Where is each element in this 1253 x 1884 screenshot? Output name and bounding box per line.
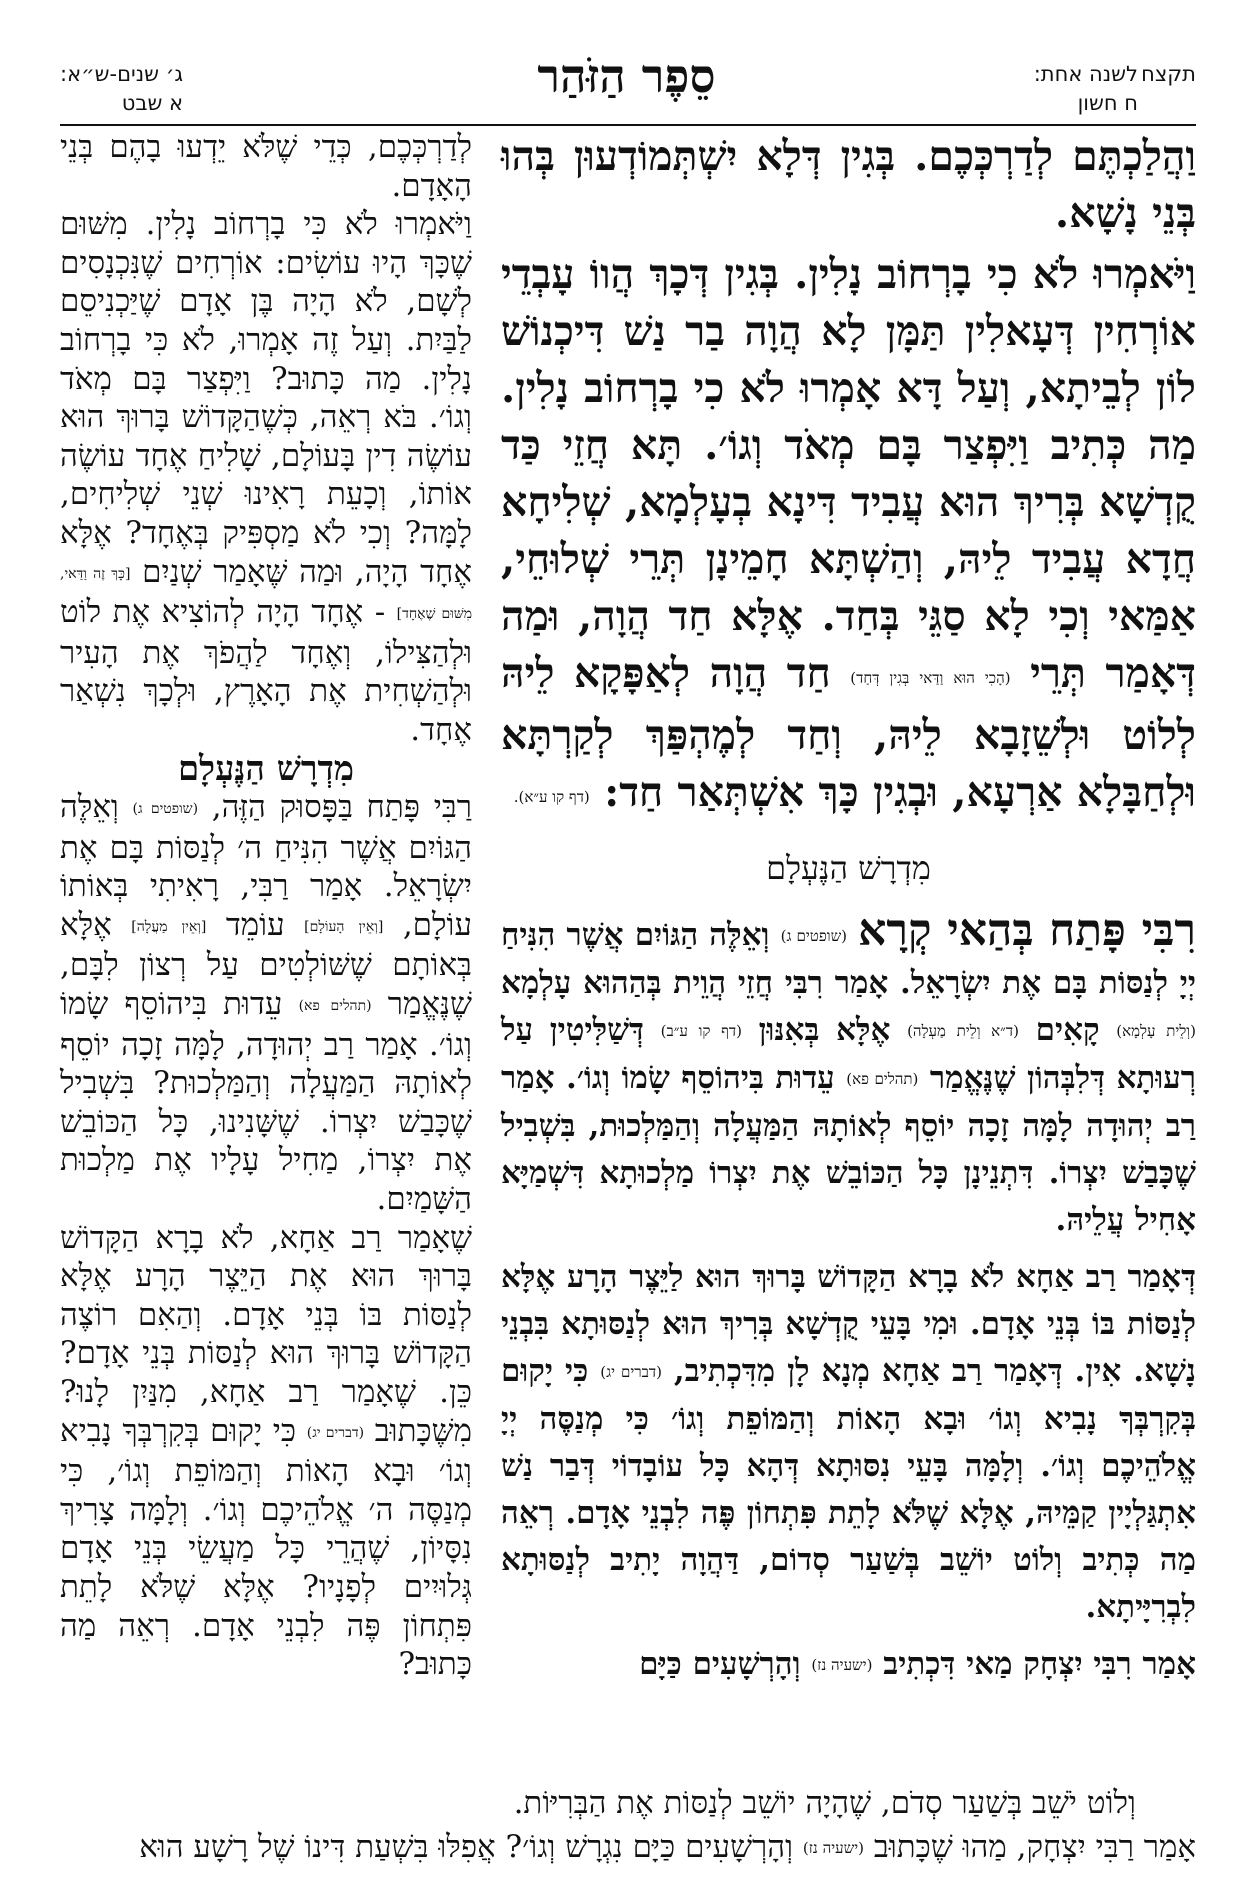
header-left-block bbox=[60, 60, 183, 118]
page-number: תקצח bbox=[1141, 62, 1196, 86]
side-s2-note: [כָּךְ זֶה וַדַּאי, מִשּׁוּם שֶׁאֶחָד] bbox=[60, 565, 472, 623]
main-m1-text-a: רִבִּי פָּתַח בְּהַאי קְרָא bbox=[858, 905, 1196, 956]
bottom-b2-text-b: וְהָרְשָׁעִים כַּיָּם נִגְרָשׁ וְגוֹ׳? אֲפִלּוּ בִּשְׁעַת דִּינוֹ שֶׁל רָשָׁע הוּא bbox=[139, 1829, 794, 1865]
main-column bbox=[501, 128, 1196, 1689]
side-s2-text-a: וַיֹּאמְרוּ לֹא כִּי בָרְחוֹב נָלִין. מִשּׁוּם שֶׁכָּךְ הָיוּ עוֹשִׂים: אוֹרְחִים שֶׁנִּכְנָסִים לְשָׁם, לֹא הָיָה בֶּן אָדָם שֶׁיַּכְנִיסֵם לַבַּיִת. וְעַל זֶה אָמְרוּ, לֹא כִּי בָרְחוֹב נָלִין. מַה כָּתוּב? וַיִּפְצַר בָּם מְאֹד וְגוֹ׳. בֹּא רְאֵה, כְּשֶׁהַקָּדוֹשׁ בָּרוּךְ הוּא עוֹשֶׂה דִין בָּעוֹלָם, שָׁלִיחַ אֶחָד עוֹשֶׂה אוֹתוֹ, וְכָעֵת רָאִינוּ שְׁנֵי שְׁלִיחִים, לָמָּה? וְכִי לֹא מַסְפִּיק בְּאֶחָד? אֶלָּא אֶחָד הָיָה, וּמַה שֶּׁאָמַר שְׁנַיִם bbox=[60, 206, 473, 590]
side-s4-ref: (דברים יג) bbox=[306, 1424, 365, 1441]
main-m1-note2: (ד״א וְלֵית מַעְלָה) bbox=[907, 1022, 1019, 1040]
side-midrash-heading: מִדְרָשׁ הַנֶּעְלָם bbox=[177, 748, 355, 789]
main-midrash-heading: מִדְרָשׁ הַנֶּעְלָם bbox=[766, 849, 931, 887]
main-m1-text-c: קָאִים bbox=[1035, 1012, 1100, 1048]
main-m1-ref1: (שופטים ג) bbox=[780, 927, 848, 945]
side-paragraph-3 bbox=[60, 788, 472, 1219]
main-m1-text-d: אֶלָּא בְּאִנּוּן bbox=[758, 1012, 891, 1048]
page-title: סֵפֶר הַזֹּהַר bbox=[537, 49, 716, 103]
main-m3-text-a: אָמַר רִבִּי יִצְחָק מַאי דִּכְתִיב bbox=[883, 1646, 1196, 1682]
side-column bbox=[60, 128, 472, 1684]
main-paragraph-1: וַהֲלַכְתֶּם לְדַרְכְּכֶם. בְּגִין דְּלָא יִשְׁתְּמוֹדְעוּן בְּהוּ בְּנֵי נָשָׁא. bbox=[501, 132, 1196, 237]
bottom-b2-ref: (ישעיה נז) bbox=[802, 1839, 865, 1857]
main-m1-text-f: עֵדוּת בִּיהוֹסֵף שָׂמוֹ וְגוֹ׳. אָמַר רַב יְהוּדָה לָמָּה זָכָה יוֹסֵף לְאוֹתָהּ הַמַּעֲלָה וְהַמַּלְכוּת, בִּשְׁבִיל שֶׁכָּבַשׁ יִצְרוֹ. דִּתְנֵינָן כָּל הַכּוֹבֵשׁ אֶת יִצְרוֹ מַלְכוּתָא דִּשְׁמַיָּא אָחִיל עֲלֵיהּ. bbox=[501, 1060, 1196, 1238]
side-s4-text-b: כִּי יָקוּם בְּקִרְבְּךָ נָבִיא וְגוֹ׳ וּבָא הָאוֹת וְהַמּוֹפֵת וְגוֹ׳, כִּי מְנַסֶּה ה׳ אֱלֹהֵיכֶם וְגוֹ׳. וְלָמָּה צָרִיךְ נִסָּיוֹן, שֶׁהֲרֵי כָּל מַעֲשֵׂי בְּנֵי אָדָם גְּלוּיִים לְפָנָיו? אֶלָּא שֶׁלֹּא לָתֵת פִּתְחוֹן פֶּה לִבְנֵי אָדָם. רְאֵה מַה כָּתוּב? bbox=[60, 1412, 472, 1683]
main-midrash-paragraph-1 bbox=[501, 907, 1196, 1244]
side-s3-text-e: עֵדוּת בִּיהוֹסֵף שָׂמוֹ וְגוֹ׳. אָמַר רַב יְהוּדָה, לָמָּה זָכָה יוֹסֵף לְאוֹתָהּ הַמַּעֲלָה וְהַמַּלְכוּת? בִּשְׁבִיל שֶׁכָּבַשׁ יִצְרוֹ. שֶׁשָּׁנִינוּ, כָּל הַכּוֹבֵשׁ אֶת יִצְרוֹ, מַחִיל עָלָיו אֶת מַלְכוּת הַשָּׁמַיִם. bbox=[60, 986, 472, 1218]
main-paragraph-2-ref: (דף קו ע״א). bbox=[513, 788, 590, 806]
bottom-line-2 bbox=[60, 1825, 1196, 1870]
side-s4-text-a: שֶׁאָמַר רַב אַחָא, לֹא בָרָא הַקָּדוֹשׁ בָּרוּךְ הוּא אֶת הַיֵּצֶר הָרָע אֶלָּא לְנַסּוֹת בּוֹ בְּנֵי אָדָם. וְהַאִם רוֹצֶה הַקָּדוֹשׁ בָּרוּךְ הוּא לְנַסּוֹת בְּנֵי אָדָם? כֵּן. שֶׁאָמַר רַב אַחָא, מִנַּיִן לָנוּ? מִשֶּׁכָּתוּב bbox=[60, 1219, 472, 1449]
main-midrash-paragraph-3 bbox=[501, 1641, 1196, 1689]
main-m1-text-b: וְאֵלֶּה הַגּוֹיִם אֲשֶׁר הִנִּיחַ יְיָ לְנַסּוֹת בָּם אֶת יִשְׂרָאֵל. אָמַר רִבִּי חֲזֵי הֲוֵית בְּהַהוּא עָלְמָא bbox=[501, 917, 1196, 1001]
main-m1-ref2: (דף קו ע״ב) bbox=[660, 1022, 742, 1040]
bottom-text bbox=[60, 1781, 1196, 1870]
main-m1-text-e: דְּשַׁלִּיטִין עַל רְעוּתָא דְּלִבְּהוֹן שֶׁנֶּאֱמַר bbox=[501, 1012, 1197, 1096]
header-left-line1: ג׳ שנים-ש״א: bbox=[60, 62, 184, 86]
side-s3-ref1: (שופטים ג) bbox=[132, 801, 199, 818]
side-paragraph-2 bbox=[60, 205, 472, 749]
main-m3-ref: (ישעיה נז) bbox=[811, 1656, 873, 1674]
side-s3-text-c: עוֹמֵד bbox=[225, 906, 285, 943]
side-s2-text-b: - אֶחָד הָיָה לְהוֹצִיא אֶת לוֹט וּלְהַצִּילוֹ, וְאֶחָד לַהֲפֹךְ אֶת הָעִיר וּלְהַשְׁחִית אֶת הָאָרֶץ, וּלְכָךְ נִשְׁאַר אֶחָד. bbox=[60, 594, 472, 748]
bottom-line-1: וְלוֹט יֹשֵׁב בְּשַׁעַר סְדֹם, שֶׁהָיָה יוֹשֵׁב לְנַסּוֹת אֶת הַבְּרִיּוֹת. bbox=[513, 1785, 1136, 1821]
main-m1-ref3: (תהלים פא) bbox=[846, 1070, 919, 1088]
main-paragraph-2-note: (הָכִי הוּא וַדַּאי בְּגִין דְּחַד) bbox=[850, 669, 1011, 687]
header-left-line2: א שבט bbox=[121, 91, 184, 115]
side-s3-text-a: רַבִּי פָּתַח בַּפָּסוּק הַזֶּה, bbox=[211, 789, 472, 826]
main-m2-text-b: כִּי יָקוּם בְּקִרְבְּךָ נָבִיא וְגוֹ׳ וּבָא הָאוֹת וְהַמּוֹפֵת וְגוֹ׳ כִּי מְנַסֶּה יְיָ אֱלֹהֵיכֶם וְגוֹ׳. וְלָמָּה בָּעֵי נִסּוּתָא דְּהָא כָּל עוֹבָדוֹי דְּבַר נַשׁ אִתְגַּלְיָין קַמֵּיהּ, אֶלָּא שֶׁלֹּא לָתֵת פִּתְחוֹן פֶּה לִבְנֵי אָדָם. רְאֵה מַה כְּתִיב וְלוֹט יוֹשֵׁב בְּשַׁעַר סְדוֹם, דַּהֲוָה יָתִיב לְנַסּוּתָא לִבְרִיָּיתָא. bbox=[501, 1353, 1196, 1625]
main-m3-text-b: וְהָרְשָׁעִים כַּיָּם bbox=[639, 1646, 801, 1682]
side-s3-note2: [וְאֵין מַעֲלָה] bbox=[131, 918, 207, 935]
side-paragraph-4 bbox=[60, 1219, 472, 1684]
side-paragraph-1: לְדַרְכְּכֶם, כְּדֵי שֶׁלֹּא יֵדְעוּ בָהֶם בְּנֵי הָאָדָם. bbox=[60, 129, 472, 204]
main-paragraph-2-text-a: וַיֹּאמְרוּ לֹא כִי בָרְחוֹב נָלִין. בְּגִין דְּכָךְ הֲווֹ עָבְדֵי אוֹרְחִין דְּעָאלִין תַּמָּן לָא הֲוָה בַר נַשׁ דִּיכְנוֹשׁ לוֹן לְבֵיתָא, וְעַל דָּא אָמְרוּ לֹא כִי בָרְחוֹב נָלִין. מַה כְּתִיב וַיִּפְצַר בָּם מְאֹד וְגוֹ׳. תָּא חֲזֵי כַּד קֻדְשָׁא בְּרִיךְ הוּא עֲבִיד דִּינָא בְעָלְמָא, שְׁלִיחָא חֲדָא עֲבִיד לֵיהּ, וְהַשְׁתָּא חָמֵינָן תְּרֵי שְׁלוּחֵי, אַמַּאי וְכִי לָא סַגֵּי בְּחַד. אֶלָּא חַד הֲוָה, וּמַה דְּאָמַר תְּרֵי bbox=[501, 250, 1196, 697]
header-rule bbox=[60, 124, 1196, 126]
main-paragraph-2 bbox=[501, 246, 1196, 826]
main-m2-ref: (דברים יג) bbox=[600, 1363, 662, 1381]
main-paragraph-2-text-b: חַד הֲוָה לְאַפָּקָא לֵיהּ לְלוֹט וּלְשֵׁזָבָא לֵיהּ, וְחַד לְמֶהְפַּךְ לְקַרְתָּא וּלְחַבָּלָא אַרְעָא, וּבְגִין כָּךְ אִשְׁתְּאַר חַד: bbox=[501, 649, 1196, 816]
main-m1-note1: (וְלֵית עָלְמָא) bbox=[1116, 1022, 1196, 1040]
side-s3-text-d: אֶלָּא בְּאוֹתָם שֶׁשּׁוֹלְטִים עַל רְצוֹן לִבָּם, שֶׁנֶּאֱמַר bbox=[60, 906, 472, 1023]
main-midrash-paragraph-2 bbox=[501, 1254, 1196, 1631]
main-midrash-body bbox=[501, 907, 1196, 1689]
side-s3-note1: [וְאֵין הָעוֹלָם] bbox=[304, 918, 384, 935]
main-m2-text-a: דְּאָמַר רַב אַחָא לֹא בָרָא הַקָּדוֹשׁ בָּרוּךְ הוּא לַיֵּצֶר הָרָע אֶלָּא לְנַסּוֹת בּוֹ בְּנֵי אָדָם. וּמִי בָּעֵי קֻדְשָׁא בְּרִיךְ הוּא לְנַסּוּתָא בִּבְנֵי נָשָׁא. אִין. דְּאָמַר רַב אַחָא מְנָא לָן מִדִּכְתִיב, bbox=[501, 1259, 1197, 1389]
bottom-b2-text-a: אָמַר רַבִּי יִצְחָק, מַהוּ שֶׁכָּתוּב bbox=[873, 1829, 1196, 1865]
header-right-line2: ח חשון bbox=[1077, 91, 1138, 115]
header-right-line1: לשנה אחת: bbox=[1033, 62, 1138, 86]
side-s3-text-b: וְאֵלֶּה הַגּוֹיִם אֲשֶׁר הִנִּיחַ ה׳ לְנַסּוֹת בָּם אֶת יִשְׂרָאֵל. אָמַר רַבִּי, רָאִיתִי בְּאוֹתוֹ עוֹלָם, bbox=[60, 789, 472, 943]
side-s3-ref2: (תהלים פא) bbox=[298, 998, 372, 1015]
